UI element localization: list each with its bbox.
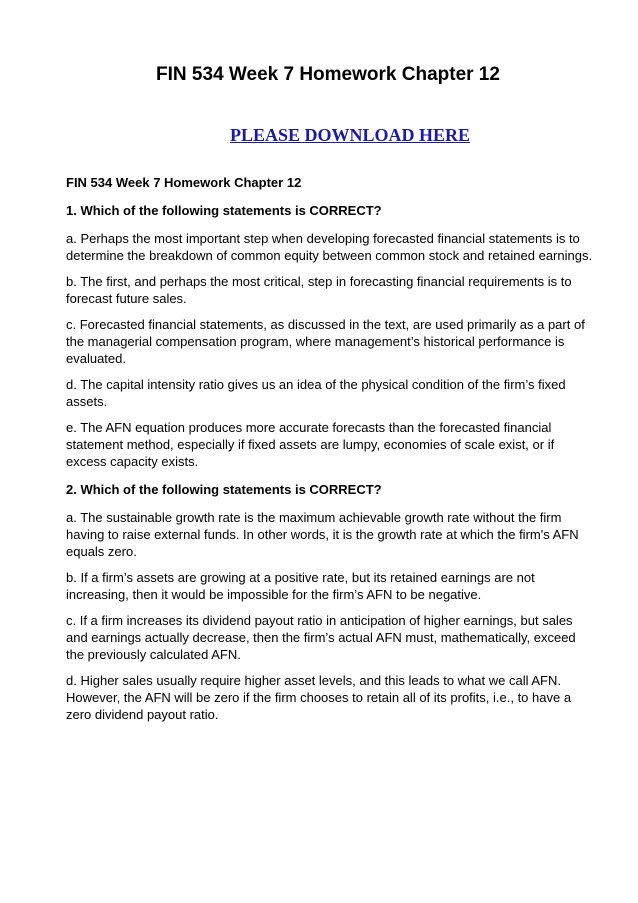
document-title: FIN 534 Week 7 Homework Chapter 12 bbox=[156, 64, 500, 85]
document-subtitle: FIN 534 Week 7 Homework Chapter 12 bbox=[66, 175, 302, 190]
download-link[interactable]: PLEASE DOWNLOAD HERE bbox=[229, 125, 471, 145]
question-1-option-b: b. The first, and perhaps the most critical, step in forecasting financial requirements is to forecast future sales. bbox=[66, 274, 572, 306]
question-1: 1. Which of the following statements is CORRECT? bbox=[66, 203, 382, 218]
question-1-option-a: a. Perhaps the most important step when developing forecasted financial statements is to determine the breakdown of common equity between common stock and retained earnings. bbox=[66, 231, 593, 263]
question-2-option-c: c. If a firm increases its dividend payout ratio in anticipation of higher earnings, but sales and earnings actually decrease, then the firm’s actual AFN must, mathematically, exceed the previously calculated AFN. bbox=[66, 613, 576, 662]
question-block-1 bbox=[66, 202, 598, 470]
question-block-2 bbox=[66, 481, 598, 723]
question-1-option-e: e. The AFN equation produces more accurate forecasts than the forecasted financial statement method, especially if fixed assets are lumpy, economies of scale exist, or if excess capacity exists. bbox=[66, 420, 555, 469]
question-2-option-a: a. The sustainable growth rate is the maximum achievable growth rate without the firm having to raise external funds. In other words, it is the growth rate at which the firm's AFN equals zero. bbox=[66, 510, 579, 559]
question-2-option-b: b. If a firm’s assets are growing at a positive rate, but its retained earnings are not increasing, then it would be impossible for the firm’s AFN to be negative. bbox=[66, 570, 535, 602]
question-1-option-c: c. Forecasted financial statements, as discussed in the text, are used primarily as a part of the managerial compensation program, where management’s historical performance is evaluated. bbox=[66, 317, 585, 366]
question-1-option-d: d. The capital intensity ratio gives us an idea of the physical condition of the firm’s fixed assets. bbox=[66, 377, 566, 409]
question-2: 2. Which of the following statements is CORRECT? bbox=[66, 482, 382, 497]
question-2-option-d: d. Higher sales usually require higher asset levels, and this leads to what we call AFN. However, the AFN will be zero if the firm chooses to retain all of its profits, i.e., to have a zero dividend payout ratio. bbox=[66, 673, 572, 722]
